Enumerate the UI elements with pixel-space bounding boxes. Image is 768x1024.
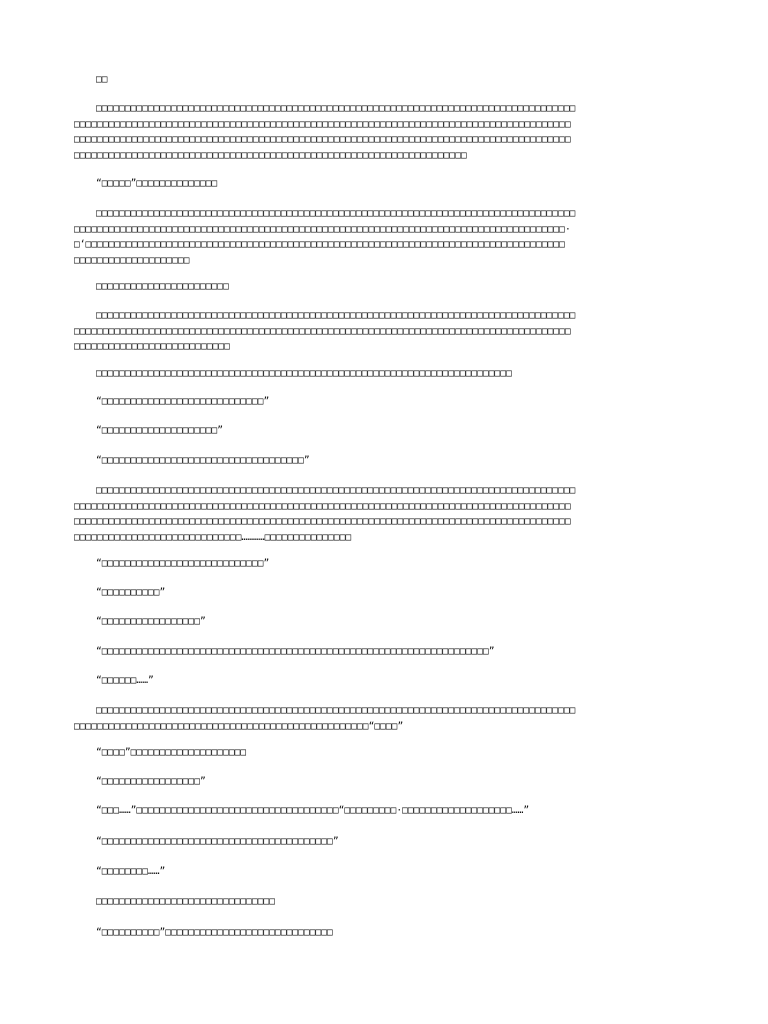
paragraph-line: “□□□□□□□□□□”□□□□□□□□□□□□□□□□□□□□□□□□□□□□□ [96,927,333,938]
paragraph-line: □□□□□□□□□□□□□□□□□□□□□□□□□□□□□□□□□□□□□□□□□□□□□□□□□□□□□□□□□□□□□□□□□□□□□□□□□□□□□□□□□□□□□□ [74,516,571,527]
paragraph-line: □□□□□□□□□□□□□□□□□□□□□□□□□□□□□□□□□□□□□□□□□□□□□□□□□□□“□□□□” [74,720,404,732]
paragraph-line: □□□□□□□□□□□□□□□□□□□□□□□□□□□□□□□□□□□□□□□□□□□□□□□□□□□□□□□□□□□□□□□□□□□□□□□□□□□□□□□□□□□□□□ [74,134,571,145]
paragraph-line: □□□□□□□□□□□□□□□□□□□□□□□□□□□□□□□□□□□□□□□□□□□□□□□□□□□□□□□□□□□□□□□□□□□□□□□□□□□□□□□□□□□□□· [74,223,571,235]
paragraph-line: □□□□□□□□□□□□□□□□□□□□ [74,254,190,266]
paragraph-line: “□□□……”□□□□□□□□□□□□□□□□□□□□□□□□□□□□□□□□□□□“□□□□□□□□□·□□□□□□□□□□□□□□□□□□□……” [96,805,530,816]
paragraph-line: “□□□□□□□□□□□□□□□□□□□□□□□□□□□□” [96,558,270,569]
paragraph-line: □□□□□□□□□□□□□□□□□□□□□□□□□□□□□□□ [96,896,276,907]
paragraph-line: □□□□□□□□□□□□□□□□□□□□□□□ [96,281,229,292]
paragraph-line: □□□□□□□□□□□□□□□□□□□□□□□□□□□□□□□□□□□□□□□□□□□□□□□□□□□□□□□□□□□□□□□□□□□□□□□□□□□□□□□□□□□ [96,103,576,114]
paragraph-line: □□□□□□□□□□□□□□□□□□□□□□□□□□□□□□□□□□□□□□□□□□□□□□□□□□□□□□□□□□□□□□□□□□□□□□□□□□□□□□□□□□□ [96,485,576,496]
paragraph-line: “□□□□□”□□□□□□□□□□□□□□ [96,178,218,189]
paragraph-line: □□□□□□□□□□□□□□□□□□□□□□□□□□□□□□□□□□□□□□□□□□□□□□□□□□□□□□□□□□□□□□□□□□□□□□□□□□□□□□□□□□□ [96,705,576,716]
paragraph-line: “□□□□□□□□□□□□□□□□□” [96,616,206,627]
paragraph-line: “□□□□”□□□□□□□□□□□□□□□□□□□□ [96,747,247,758]
paragraph-line: □□□□□□□□□□□□□□□□□□□□□□□□□□□□□□□□□□□□□□□□□□□□□□□□□□□□□□□□□□□□□□□□□□□□□□□□□□□□□□□□□□□□□□ [74,500,571,512]
paragraph-line: □□□□□□□□□□□□□□□□□□□□□□□□□□□□□□□□□□□□□□□□□□□□□□□□□□□□□□□□□□□□□□□□□□□□□□□□□□□□□□□□□□□ [96,208,576,219]
paragraph-line: □□□□□□□□□□□□□□□□□□□□□□□□□□□□□…………□□□□□□□□□□□□□□□ [74,531,352,543]
paragraph-line: “□□□□□□□□□□□□□□□□□□□□□□□□□□□□□□□□□□□□□□□□” [96,836,339,847]
paragraph-line: “□□□□□□□□……” [96,866,166,877]
paragraph-line: “□□□□□□……” [96,675,154,686]
paragraph-line: “□□□□□□□□□□□□□□□□□□□□□□□□□□□□” [96,396,270,407]
paragraph-line: “□□□□□□□□□□□□□□□□□□□□□□□□□□□□□□□□□□□□□□□□□□□□□□□□□□□□□□□□□□□□□□□□□□□” [96,646,495,657]
paragraph-line: □□□□□□□□□□□□□□□□□□□□□□□□□□□□□□□□□□□□□□□□□□□□□□□□□□□□□□□□□□□□□□□□□□□□□□□□ [96,368,512,379]
paragraph-line: □□□□□□□□□□□□□□□□□□□□□□□□□□□□□□□□□□□□□□□□□□□□□□□□□□□□□□□□□□□□□□□□□□□□ [74,149,467,161]
paragraph-line: “□□□□□□□□□□□□□□□□□” [96,776,206,787]
paragraph-line: “□□□□□□□□□□□□□□□□□□□□□□□□□□□□□□□□□□□” [96,455,310,466]
paragraph-line: □□□□□□□□□□□□□□□□□□□□□□□□□□□□□□□□□□□□□□□□□□□□□□□□□□□□□□□□□□□□□□□□□□□□□□□□□□□□□□□□□□□□□□ [74,325,571,337]
paragraph-line: □□□□□□□□□□□□□□□□□□□□□□□□□□□ [74,341,230,352]
paragraph-line: □□□□□□□□□□□□□□□□□□□□□□□□□□□□□□□□□□□□□□□□□□□□□□□□□□□□□□□□□□□□□□□□□□□□□□□□□□□□□□□□□□□□□□ [74,118,571,130]
page-heading: □□ [96,74,108,85]
paragraph-line: “□□□□□□□□□□” [96,587,166,598]
paragraph-line: □□□□□□□□□□□□□□□□□□□□□□□□□□□□□□□□□□□□□□□□□□□□□□□□□□□□□□□□□□□□□□□□□□□□□□□□□□□□□□□□□□□ [96,310,576,321]
paragraph-line: □‘□□□□□□□□□□□□□□□□□□□□□□□□□□□□□□□□□□□□□□□□□□□□□□□□□□□□□□□□□□□□□□□□□□□□□□□□□□□□□□□□□□□ [74,239,565,250]
paragraph-line: “□□□□□□□□□□□□□□□□□□□□” [96,425,224,436]
